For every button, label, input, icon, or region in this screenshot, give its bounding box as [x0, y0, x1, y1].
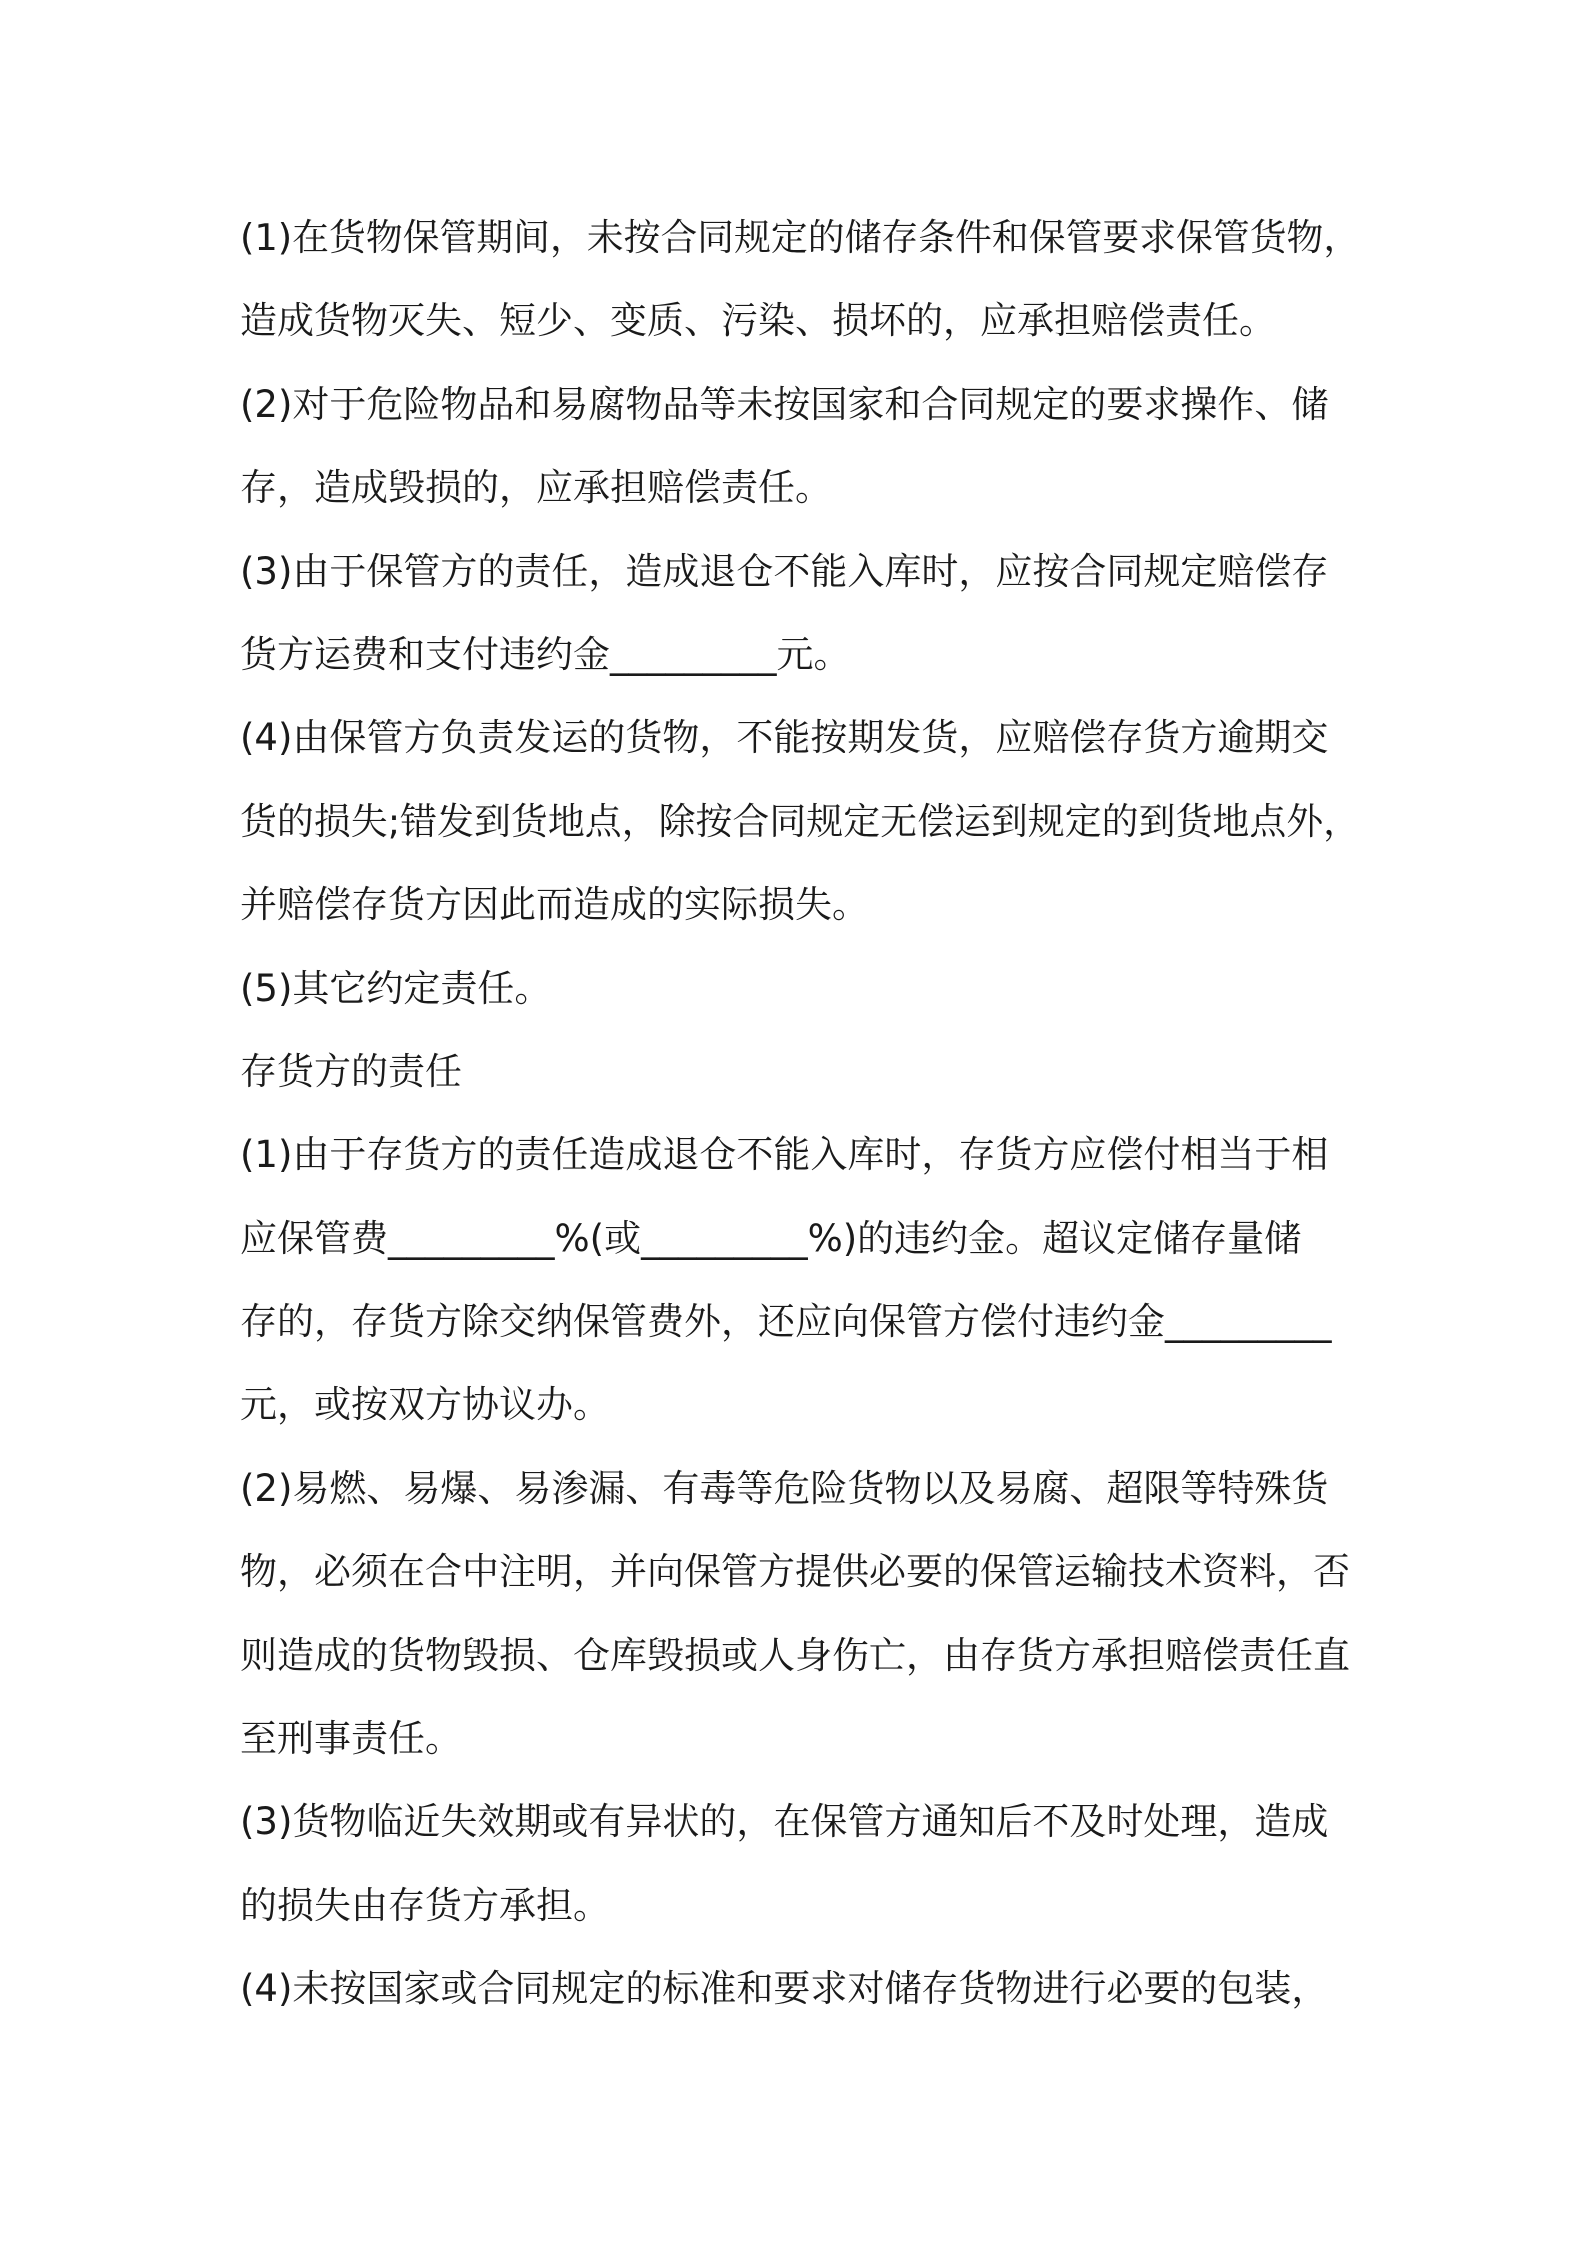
text-line: (1)在货物保管期间，未按合同规定的储存条件和保管要求保管货物， — [240, 216, 1361, 259]
text-line: 货方运费和支付违约金_________元。 — [240, 632, 851, 676]
text-line: 则造成的货物毁损、仓库毁损或人身伤亡，由存货方承担赔偿责任直 — [240, 1633, 1350, 1677]
text-line: 元，或按双方协议办。 — [240, 1383, 610, 1427]
text-line: 存的，存货方除交纳保管费外，还应向保管方偿付违约金_________ — [240, 1300, 1332, 1344]
text-line: (2)易燃、易爆、易渗漏、有毒等危险货物以及易腐、超限等特殊货 — [240, 1466, 1329, 1510]
text-line: (3)货物临近失效期或有异状的，在保管方通知后不及时处理，造成 — [240, 1800, 1329, 1844]
text-line: (4)未按国家或合同规定的标准和要求对储存货物进行必要的包装， — [240, 1967, 1329, 2011]
text-line: 应保管费_________%(或_________%)的违约金。超议定储存量储 — [240, 1216, 1302, 1260]
section-heading: 存货方的责任 — [240, 1049, 462, 1093]
text-line: (4)由保管方负责发运的货物，不能按期发货，应赔偿存货方逾期交 — [240, 716, 1329, 760]
text-line: (3)由于保管方的责任，造成退仓不能入库时，应按合同规定赔偿存 — [240, 549, 1329, 593]
text-line: 的损失由存货方承担。 — [240, 1883, 610, 1927]
text-line: 物，必须在合中注明，并向保管方提供必要的保管运输技术资料，否 — [240, 1550, 1350, 1594]
text-line: (2)对于危险物品和易腐物品等未按国家和合同规定的要求操作、储 — [240, 382, 1329, 426]
text-line: (5)其它约定责任。 — [240, 966, 552, 1010]
text-line: 货的损失;错发到货地点，除按合同规定无偿运到规定的到货地点外， — [240, 799, 1361, 843]
text-line: 并赔偿存货方因此而造成的实际损失。 — [240, 883, 869, 927]
text-line: 存，造成毁损的，应承担赔偿责任。 — [240, 466, 832, 510]
text-line: 至刑事责任。 — [240, 1717, 462, 1761]
document-body — [240, 196, 1360, 2031]
text-line: (1)由于存货方的责任造成退仓不能入库时，存货方应偿付相当于相 — [240, 1133, 1329, 1177]
text-line: 造成货物灭失、短少、变质、污染、损坏的，应承担赔偿责任。 — [240, 299, 1276, 343]
